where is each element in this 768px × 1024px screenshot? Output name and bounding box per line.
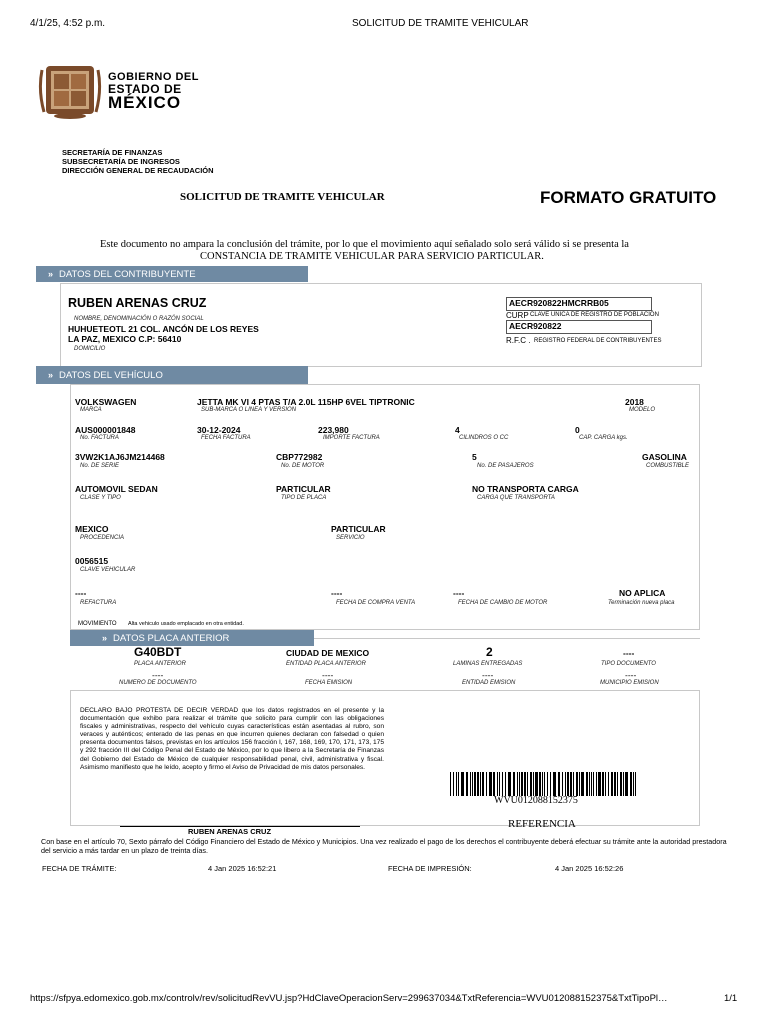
double-chevron-icon: » (102, 633, 108, 643)
impresion-value: 4 Jan 2025 16:52:26 (555, 864, 624, 873)
barcode-bar (593, 772, 594, 796)
fecha-emision-value: ---- (322, 670, 334, 680)
print-url: https://sfpya.edomexico.gob.mx/controlv/rev/solicitudRevVU.jsp?HdClaveOperacionServ=299637034&TxtReferencia=WVU012088152375&TxtTipoPl… (30, 993, 668, 1004)
pasajeros-value: 5 (472, 452, 477, 462)
barcode-bar (539, 772, 541, 796)
rfc-field: AECR920822 (506, 320, 652, 334)
barcode-bar (486, 772, 487, 796)
procedencia-value: MEXICO (75, 524, 109, 534)
logo-line-3: MÉXICO (108, 93, 182, 112)
notice-line-2: CONSTANCIA DE TRAMITE VEHICULAR PARA SERVICIO PARTICULAR. (200, 251, 544, 262)
procedencia-caption: PROCEDENCIA (80, 535, 125, 541)
agency-line-1: SECRETARÍA DE FINANZAS (62, 148, 163, 157)
combustible-value: GASOLINA (642, 452, 687, 462)
double-chevron-icon: » (48, 370, 54, 380)
barcode-bar (581, 772, 584, 796)
servicio-caption: SERVICIO (336, 535, 365, 541)
barcode-bar (544, 772, 545, 796)
barcode-bar (497, 772, 498, 796)
rfc-caption: REGISTRO FEDERAL DE CONTRIBUYENTES (534, 338, 662, 344)
tipo-doc-caption: TIPO DOCUMENTO (601, 661, 656, 667)
municipio-value: ---- (625, 670, 637, 680)
terminacion-value: NO APLICA (619, 588, 666, 598)
barcode-bar (453, 772, 454, 796)
barcode-bar (524, 772, 526, 796)
barcode-bar (502, 772, 503, 796)
barcode-bar (633, 772, 634, 796)
cambio-motor-value: ---- (453, 588, 465, 598)
barcode-bar (535, 772, 538, 796)
section-bar-vehiculo: » DATOS DEL VEHÍCULO (36, 366, 308, 384)
barcode-bar (472, 772, 473, 796)
contribuyente-name: RUBEN ARENAS CRUZ (68, 296, 207, 310)
fecha-emision-caption: FECHA EMISION (305, 680, 353, 686)
print-datetime: 4/1/25, 4:52 p.m. (30, 18, 106, 29)
barcode-bar (589, 772, 590, 796)
print-title: SOLICITUD DE TRAMITE VEHICULAR (352, 18, 529, 29)
barcode-bar (608, 772, 609, 796)
submarca-caption: SUB-MARCA O LINEA Y VERSION (201, 407, 297, 413)
notice-line-1: Este documento no ampara la conclusión del trámite, por lo que el movimiento aquí señalado solo será válido si se presenta la (100, 239, 629, 250)
municipio-caption: MUNICIPIO EMISION (600, 680, 659, 686)
document-title: SOLICITUD DE TRAMITE VEHICULAR (180, 191, 385, 203)
barcode-bar (499, 772, 500, 796)
tipo-placa-caption: TIPO DE PLACA (281, 495, 327, 501)
barcode-bar (602, 772, 604, 796)
placa-caption: PLACA ANTERIOR (134, 661, 186, 667)
barcode-bar (598, 772, 601, 796)
signature-name: RUBEN ARENAS CRUZ (188, 827, 272, 836)
barcode-bar (573, 772, 574, 796)
barcode-bar (517, 772, 518, 796)
cambio-motor-caption: FECHA DE CAMBIO DE MOTOR (458, 600, 548, 606)
double-chevron-icon: » (48, 269, 54, 279)
cilindros-caption: CILINDROS O CC (459, 435, 509, 441)
barcode-bar (576, 772, 578, 796)
barcode-bar (474, 772, 476, 796)
barcode-bar (542, 772, 543, 796)
barcode-bar (477, 772, 479, 796)
placa-divider (314, 638, 700, 639)
barcode-bar (519, 772, 520, 796)
clave-value: 0056515 (75, 556, 109, 566)
barcode-bar (562, 772, 563, 796)
pasajeros-caption: No. DE PASAJEROS (477, 463, 534, 469)
barcode-bar (625, 772, 628, 796)
carga-caption: CAP. CARGA kgs. (579, 435, 628, 441)
barcode-bar (579, 772, 580, 796)
barcode-bar (458, 772, 459, 796)
tipo-doc-value: ---- (623, 648, 635, 658)
marca-caption: MARCA (80, 407, 102, 413)
barcode-bar (550, 772, 551, 796)
barcode-bar (530, 772, 532, 796)
barcode-bar (586, 772, 588, 796)
barcode-bar (493, 772, 495, 796)
barcode-bar (456, 772, 457, 796)
barcode-bar (567, 772, 569, 796)
carga-value: 0 (575, 425, 580, 435)
barcode-bar (565, 772, 566, 796)
free-format-label: FORMATO GRATUITO (540, 188, 717, 207)
factura-caption: No. FACTURA (80, 435, 119, 441)
entidad-caption: ENTIDAD PLACA ANTERIOR (286, 661, 366, 667)
refactura-caption: REFACTURA (80, 600, 117, 606)
refactura-value: ---- (75, 588, 87, 598)
motor-caption: No. DE MOTOR (281, 463, 325, 469)
curp-field: AECR920822HMCRRB05 (506, 297, 652, 311)
barcode-bar (521, 772, 523, 796)
barcode-bar (461, 772, 464, 796)
barcode-bar (553, 772, 556, 796)
logo-line-1: GOBIERNO DEL (108, 71, 199, 83)
laminas-caption: LAMINAS ENTREGADAS (453, 661, 523, 667)
movimiento-label: MOVIMIENTO (78, 621, 117, 627)
submarca-value: JETTA MK VI 4 PTAS T/A 2.0L 115HP 6VEL TIPTRONIC (197, 397, 415, 407)
tipo-placa-value: PARTICULAR (276, 484, 331, 494)
address-line-1: HUHUETEOTL 21 COL. ANCÓN DE LOS REYES (68, 324, 259, 334)
num-doc-value: ---- (152, 670, 164, 680)
barcode-bar (611, 772, 613, 796)
barcode-bar (533, 772, 534, 796)
carga-transporta-caption: CARGA QUE TRANSPORTA (477, 495, 555, 501)
laminas-value: 2 (486, 645, 493, 659)
entidad-emision-caption: ENTIDAD EMISION (462, 680, 516, 686)
entidad-emision-value: ---- (482, 670, 494, 680)
barcode-bar (630, 772, 632, 796)
barcode-bar (623, 772, 624, 796)
compra-caption: FECHA DE COMPRA VENTA (336, 600, 416, 606)
logo-line-2: ESTADO DE (108, 82, 182, 96)
curp-label: CURP (506, 311, 529, 320)
barcode-image (450, 772, 638, 796)
barcode-bar (558, 772, 560, 796)
agency-line-3: DIRECCIÓN GENERAL DE RECAUDACIÓN (62, 166, 214, 175)
barcode-bar (450, 772, 451, 796)
barcode-bar (635, 772, 636, 796)
fecha-factura-value: 30-12-2024 (197, 425, 241, 435)
clase-caption: CLASE Y TIPO (80, 495, 121, 501)
impresion-label: FECHA DE IMPRESIÓN: (388, 864, 472, 873)
barcode-bar (591, 772, 592, 796)
barcode-bar (617, 772, 618, 796)
clave-caption: CLAVE VEHICULAR (80, 567, 136, 573)
placa-value: G40BDT (134, 645, 182, 659)
fecha-factura-caption: FECHA FACTURA (201, 435, 251, 441)
movimiento-value: Alta vehiculo usado emplacado en otra entidad. (128, 621, 244, 627)
agency-line-2: SUBSECRETARÍA DE INGRESOS (62, 157, 180, 166)
barcode-bar (570, 772, 572, 796)
barcode-number: WVU012088152375 (494, 795, 578, 806)
factura-value: AUS000001848 (75, 425, 136, 435)
clase-value: AUTOMOVIL SEDAN (75, 484, 158, 494)
barcode-bar (527, 772, 528, 796)
tramite-label: FECHA DE TRÁMITE: (42, 864, 117, 873)
barcode-bar (470, 772, 471, 796)
terminacion-caption: Terminación nueva placa (608, 600, 675, 606)
barcode-bar (596, 772, 597, 796)
address-caption: DOMICILIO (74, 346, 106, 352)
importe-value: 223,980 (318, 425, 349, 435)
serie-caption: No. DE SERIE (80, 463, 120, 469)
combustible-caption: COMBUSTIBLE (646, 463, 690, 469)
marca-value: VOLKSWAGEN (75, 397, 137, 407)
entidad-value: CIUDAD DE MEXICO (286, 648, 370, 658)
barcode-bar (513, 772, 515, 796)
referencia-label: REFERENCIA (508, 818, 576, 830)
address-line-2: LA PAZ, MEXICO C.P: 56410 (68, 334, 182, 344)
compra-value: ---- (331, 588, 343, 598)
modelo-value: 2018 (625, 397, 644, 407)
importe-caption: IMPORTE FACTURA (323, 435, 380, 441)
footer-note: Con base en el artículo 70, Sexto párrafo del Código Financiero del Estado de México y Municipios. Una vez realizado el pago de los derechos el contribuyente deberá efectuar su trámite ante la autoridad prestadora del servicio a más tardar en un plazo de treinta días. (41, 837, 727, 855)
declaration-text: DECLARO BAJO PROTESTA DE DECIR VERDAD que los datos registrados en el presente y la documentación que exhibo para realizar el trámite que solicito para cumplir con las obligaciones fiscales y administrativas, respecto del vehículo cuyas características están asentadas al rubro, son veraces y auténticos; enterado de las penas en que incurren quienes declaran con falsedad o quien presenta documentos falsos, previstas en los artículos 156 fracción I, 167, 168, 169, 170, 171, 173, 175 y 292 fracción III del Código Penal del Estado de México, por lo que libero a la Secretaría de Finanzas del Gobierno del Estado de México de cualquier responsabilidad penal, civil, administrativa y fiscal. Asimismo manifiesto que he leído, acepto y firmo el Aviso de Privacidad de mis datos personales. (80, 707, 384, 771)
servicio-value: PARTICULAR (331, 524, 386, 534)
rfc-label: R.F.C . (506, 336, 531, 345)
num-doc-caption: NUMERO DE DOCUMENTO (119, 680, 197, 686)
vehiculo-box (70, 384, 700, 630)
barcode-bar (505, 772, 506, 796)
coat-of-arms-icon (38, 60, 102, 120)
barcode-bar (614, 772, 616, 796)
cilindros-value: 4 (455, 425, 460, 435)
carga-transporta-value: NO TRANSPORTA CARGA (472, 484, 579, 494)
section-bar-contribuyente: » DATOS DEL CONTRIBUYENTE (36, 266, 308, 282)
barcode-bar (489, 772, 492, 796)
tramite-value: 4 Jan 2025 16:52:21 (208, 864, 277, 873)
curp-caption: CLAVE UNICA DE REGISTRO DE POBLACIÓN (530, 312, 659, 318)
barcode-bar (620, 772, 622, 796)
name-caption: NOMBRE, DENOMINACIÓN O RAZÓN SOCIAL (74, 316, 204, 322)
modelo-caption: MODELO (629, 407, 656, 413)
barcode-bar (547, 772, 548, 796)
motor-value: CBP772982 (276, 452, 323, 462)
serie-value: 3VW2K1AJ6JM214468 (75, 452, 165, 462)
barcode-bar (508, 772, 511, 796)
print-page-number: 1/1 (724, 993, 738, 1004)
barcode-bar (605, 772, 606, 796)
barcode-bar (482, 772, 484, 796)
barcode-bar (480, 772, 481, 796)
section-bar-placa: » DATOS PLACA ANTERIOR (70, 630, 314, 646)
barcode-bar (466, 772, 468, 796)
